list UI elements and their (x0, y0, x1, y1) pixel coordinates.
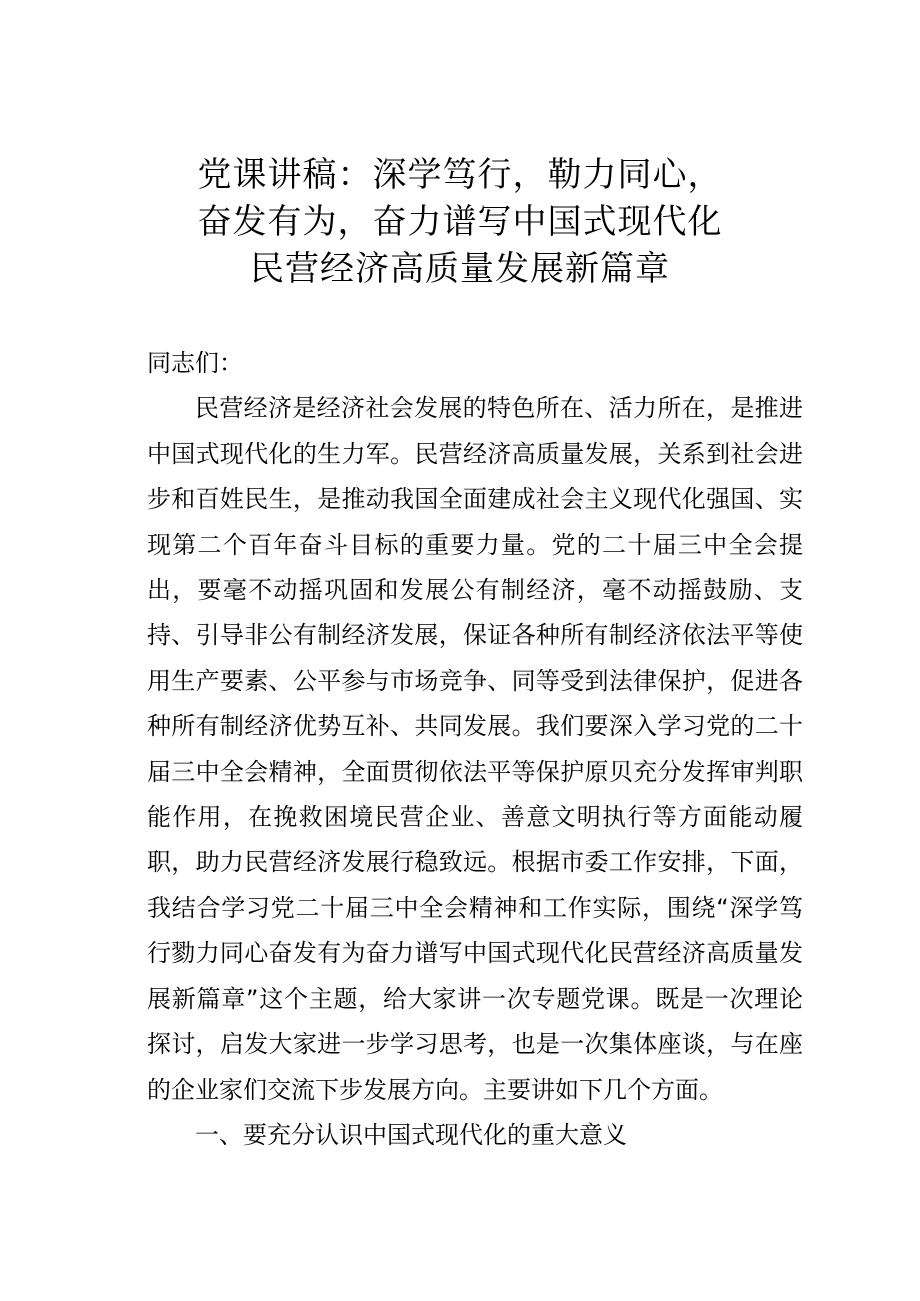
title-line-3: 民营经济高质量发展新篇章 (250, 249, 670, 289)
title-line-2: 奋发有为，奋力谱写中国式现代化 (197, 202, 723, 242)
title-line-1: 党课讲稿：深学笃行，勒力同心， (197, 155, 723, 195)
section-heading: 一、要充分认识中国式现代化的重大意义 (195, 1120, 627, 1149)
document-title (120, 152, 800, 293)
salutation: 同志们： (147, 349, 243, 377)
document-body (147, 341, 803, 1158)
body-paragraph: 民营经济是经济社会发展的特色所在、活力所在，是推进中国式现代化的生力军。民营经济高质量发展，关系到社会进步和百姓民生，是推动我国全面建成社会主义现代化强国、实现第二个百年奋斗目标的重要力量。党的二十届三中全会提出，要毫不动摇巩固和发展公有制经济，毫不动摇鼓励、支持、引导非公有制经济发展，保证各种所有制经济依法平等使用生产要素、公平参与市场竞争、同等受到法律保护，促进各种所有制经济优势互补、共同发展。我们要深入学习党的二十届三中全会精神，全面贯彻依法平等保护原贝充分发挥审判职能作用，在挽救困境民营企业、善意文明执行等方面能动履职，助力民营经济发展行稳致远。根据市委工作安排，下面，我结合学习党二十届三中全会精神和工作实际，围绕“深学笃行勠力同心奋发有为奋力谱写中国式现代化民营经济高质量发展新篇章”这个主题，给大家讲一次专题党课。既是一次理论探讨，启发大家进一步学习思考，也是一次集体座谈，与在座的企业家们交流下步发展方向。主要讲如下几个方面。 (147, 394, 803, 1104)
